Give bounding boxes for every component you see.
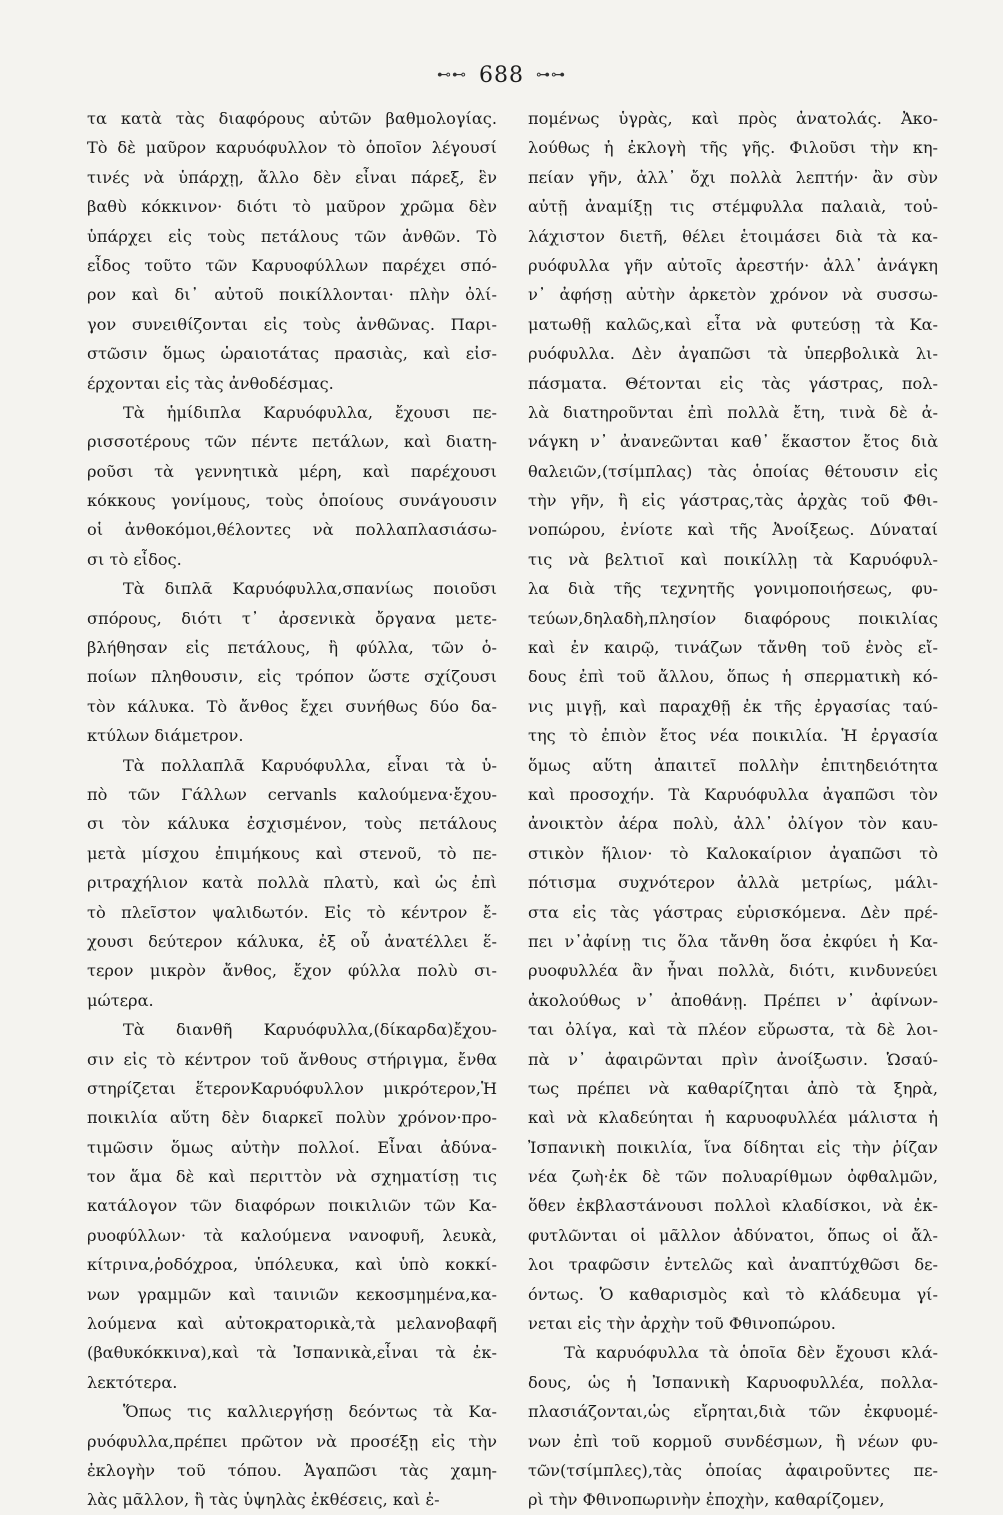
text-line: τὸ πλεῖστον ψαλιδωτόν. Εἰς τὸ κέντρον ἔ- [87, 902, 497, 922]
text-line: στα εἰς τὰς γάστρας εὑρισκόμενα. Δὲν πρέ- [528, 902, 938, 922]
text-line: καὶ νὰ κλαδεύηται ἡ καρυοφυλλέα μάλιστα ἡ [528, 1108, 938, 1128]
text-line: ροῦσι τὰ γεννητικὰ μέρη, καὶ παρέχουσι [87, 461, 497, 481]
text-line: τιμῶσιν ὅμως αὐτὴν πολλοί. Εἶναι ἀδύνα- [87, 1137, 497, 1157]
text-line: λα διὰ τῆς τεχνητῆς γονιμοποιήσεως, φυ- [528, 579, 938, 599]
text-line: δους, ὡς ἡ Ἰσπανικὴ Καρυοφυλλέα, πολλα- [528, 1372, 938, 1392]
right-column [528, 104, 938, 1515]
text-line: λοι τραφῶσιν ἐντελῶς καὶ ἀναπτύχθῶσι δε- [528, 1255, 938, 1275]
text-line: σπόρους, διότι τ᾽ ἀρσενικὰ ὄργανα μετε- [87, 608, 497, 628]
text-line: σιν εἰς τὸ κέντρον τοῦ ἄνθους στήριγμα, ἔνθα [87, 1049, 497, 1069]
text-line: ν᾽ ἀφήσῃ αὐτὴν ἀρκετὸν χρόνον νὰ συσσω- [528, 285, 938, 305]
text-line: Τὰ ἡμίδιπλα Καρυόφυλλα, ἔχουσι πε- [123, 402, 497, 422]
text-line: λὰ διατηροῦνται ἐπὶ πολλὰ ἔτη, τινὰ δὲ ἀ- [528, 402, 938, 422]
header-ornament-right: ⊶⊶ [536, 67, 566, 83]
text-line: κίτρινα,ῥοδόχροα, ὑπόλευκα, καὶ ὑπὸ κοκκί- [87, 1255, 497, 1275]
left-column [87, 104, 497, 1515]
text-line: στῶσιν ὅμως ὡραιοτάτας πρασιὰς, καὶ εἰσ- [87, 344, 497, 364]
text-line: ματωθῇ καλῶς,καὶ εἶτα νὰ φυτεύσῃ τὰ Κα- [528, 314, 938, 334]
text-line: λεκτότερα. [87, 1372, 178, 1392]
text-line: νεται εἰς τὴν ἀρχὴν τοῦ Φθινοπώρου. [528, 1314, 836, 1334]
text-line: ἀνοικτὸν ἀέρα πολὺ, ἀλλ᾽ ὀλίγον τὸν καυ- [528, 814, 938, 834]
text-line: ἀκολούθως ν᾽ ἀποθάνῃ. Πρέπει ν᾽ ἀφίνων- [528, 990, 938, 1010]
text-line: λὰς μᾶλλον, ἢ τὰς ὑψηλὰς ἐκθέσεις, καὶ ἐ- [87, 1490, 440, 1510]
text-line: στηρίζεται ἕτερονΚαρυόφυλλον μικρότερον,Ἡ [87, 1078, 497, 1098]
text-line: αὐτῇ ἀναμίξῃ τις στέμφυλλα παλαιὰ, τοὐ- [528, 197, 938, 217]
text-line: ὅθεν ἐκβλαστάνουσι πολλοὶ κλαδίσκοι, νὰ ἐκ- [528, 1196, 938, 1216]
text-line: Τὸ δὲ μαῦρον καρυόφυλλον τὸ ὁποῖον λέγουσί [87, 138, 497, 158]
text-line: ἐκλογὴν τοῦ τόπου. Ἀγαπῶσι τὰς χαμη- [87, 1460, 497, 1480]
text-line: μετὰ μίσχου ἐπιμήκους καὶ στενοῦ, τὸ πε- [87, 843, 497, 863]
text-line: τις νὰ βελτιοῖ καὶ ποικίλλῃ τὰ Καρυόφυλ- [528, 549, 938, 569]
text-line: τῶν(τσίμπλες),τὰς ὁποίας ἀφαιροῦντες πε- [528, 1460, 938, 1480]
text-line: Ὅπως τις καλλιεργήσῃ δεόντως τὰ Κα- [123, 1402, 497, 1422]
text-line: οἱ ἀνθοκόμοι,θέλοντες νὰ πολλαπλασιάσω- [87, 520, 497, 540]
text-line: της τὸ ἐπιὸν ἔτος νέα ποικιλία. Ἡ ἐργασία [528, 726, 938, 746]
text-line: τον ἅμα δὲ καὶ περιττὸν νὰ σχηματίσῃ τις [87, 1167, 497, 1187]
text-line: τα κατὰ τὰς διαφόρους αὐτῶν βαθμολογίας. [87, 109, 497, 128]
text-line: ὑπάρχει εἰς τοὺς πετάλους τῶν ἀνθῶν. Τὸ [87, 226, 497, 246]
text-line: χουσι δεύτερον κάλυκα, ἐξ οὗ ἀνατέλλει ἕ- [87, 931, 497, 951]
text-line: πὰ ν᾽ ἀφαιρῶνται πρὶν ἀνοίξωσιν. Ὡσαύ- [528, 1049, 938, 1069]
text-line: νις μιγῇ, καὶ παραχθῇ ἐκ τῆς ἐργασίας ταύ- [528, 696, 938, 716]
text-line: βλήθησαν εἰς πετάλους, ἢ φύλλα, τῶν ὁ- [87, 638, 497, 658]
text-line: κατάλογον τῶν διαφόρων ποικιλιῶν τῶν Κα- [87, 1196, 497, 1216]
text-line: ρυόφυλλα,πρέπει πρῶτον νὰ προσέξῃ εἰς τὴν [87, 1431, 497, 1451]
text-line: (βαθυκόκκινα),καὶ τὰ Ἰσπανικὰ,εἶναι τὰ ἐκ- [87, 1343, 497, 1363]
text-line: σι τὸν κάλυκα ἐσχισμένον, τοὺς πετάλους [87, 814, 497, 834]
text-line: τερον μικρὸν ἄνθος, ἔχον φύλλα πολὺ σι- [87, 961, 497, 981]
text-line: θαλειῶν,(τσίμπλας) τὰς ὁποίας θέτουσιν εἰς [528, 461, 938, 481]
text-line: πείαν γῆν, ἀλλ᾽ ὄχι πολλὰ λεπτήν· ἂν σὺν [528, 167, 938, 187]
page-header [0, 62, 1003, 88]
text-line: ριτραχήλιον κατὰ πολλὰ πλατὺ, καὶ ὡς ἐπὶ [87, 873, 497, 893]
page-number: 688 [479, 62, 524, 88]
text-line: ρὶ τὴν Φθινοπωρινὴν ἐποχὴν, καθαρίζομεν, [528, 1490, 885, 1510]
text-line: Ἰσπανικὴ ποικιλία, ἵνα δίδηται εἰς τὴν ῥίζαν [528, 1137, 938, 1157]
text-line: Τὰ διανθῆ Καρυόφυλλα,(δίκαρδα)ἔχου- [123, 1020, 497, 1040]
header-ornament-left: ⊷⊷ [437, 67, 467, 83]
text-line: ται ὀλίγα, καὶ τὰ πλέον εὔρωστα, τὰ δὲ λοι- [528, 1020, 938, 1040]
text-line: ρυοφύλλων· τὰ καλούμενα νανοφυῆ, λευκὰ, [87, 1225, 497, 1245]
text-line: πάσματα. Θέτονται εἰς τὰς γάστρας, πολ- [528, 373, 938, 393]
text-line: πει ν᾽ἀφίνῃ τις ὅλα τἄνθη ὅσα ἐκφύει ἡ Κα- [528, 931, 938, 951]
text-line: καὶ προσοχήν. Τὰ Καρυόφυλλα ἀγαπῶσι τὸν [528, 784, 938, 804]
text-line: λάχιστον διετῆ, θέλει ἑτοιμάσει διὰ τὰ κα- [528, 226, 938, 246]
text-line: καὶ ἐν καιρῷ, τινάζων τἄνθη τοῦ ἑνὸς εἴ- [528, 638, 938, 658]
text-line: μώτερα. [87, 990, 154, 1010]
text-line: ρισσοτέρους τῶν πέντε πετάλων, καὶ διατη- [87, 432, 497, 452]
text-line: τινές νὰ ὑπάρχῃ, ἄλλο δὲν εἶναι πάρεξ, ἓν [87, 167, 497, 187]
text-line: λούμενα καὶ αὐτοκρατορικὰ,τὰ μελανοβαφῆ [87, 1314, 497, 1334]
text-line: δους ἐπὶ τοῦ ἄλλου, ὅπως ἡ σπερματικὴ κό- [528, 667, 938, 687]
text-line: τὴν γῆν, ἢ εἰς γάστρας,τὰς ἀρχὰς τοῦ Φθι- [528, 491, 938, 511]
text-line: ρυόφυλλα. Δὲν ἀγαπῶσι τὰ ὑπερβολικὰ λι- [528, 344, 938, 364]
text-line: Τὰ καρυόφυλλα τὰ ὁποῖα δὲν ἔχουσι κλά- [564, 1343, 938, 1363]
text-line: ρυόφυλλα γῆν αὐτοῖς ἀρεστήν· ἀλλ᾽ ἀνάγκη [528, 255, 938, 275]
text-line: ποίων πληθουσιν, εἰς τρόπον ὥστε σχίζουσι [87, 667, 497, 687]
text-line: νων γραμμῶν καὶ ταινιῶν κεκοσμημένα,κα- [87, 1284, 497, 1304]
text-line: τεύων,δηλαδὴ,πλησίον διαφόρους ποικιλίας [528, 608, 938, 628]
text-line: νοπώρου, ἐνίοτε καὶ τῆς Ἀνοίξεως. Δύναταί [528, 520, 938, 540]
text-line: όντως. Ὁ καθαρισμὸς καὶ τὸ κλάδευμα γί- [528, 1284, 938, 1304]
text-line: ποικιλία αὕτη δὲν διαρκεῖ πολὺν χρόνον·προ- [87, 1108, 497, 1128]
text-line: στικὸν ἥλιον· τὸ Καλοκαίριον ἀγαπῶσι τὸ [528, 843, 938, 863]
text-line: νάγκη ν᾽ ἀνανεῶνται καθ᾽ ἕκαστον ἔτος διὰ [528, 432, 938, 452]
text-line: γον συνειθίζονται εἰς τοὺς ἀνθῶνας. Παρι- [87, 314, 497, 334]
text-line: κτύλων διάμετρον. [87, 726, 244, 746]
text-line: ρυοφυλλέα ἂν ἦναι πολλὰ, διότι, κινδυνεύει [528, 961, 938, 981]
text-line: τως πρέπει νὰ καθαρίζηται ἀπὸ τὰ ξηρὰ, [528, 1078, 938, 1098]
text-line: βαθὺ κόκκινον· διότι τὸ μαῦρον χρῶμα δὲν [87, 197, 497, 217]
text-line: Τὰ πολλαπλᾶ Καρυόφυλλα, εἶναι τὰ ὑ- [123, 755, 497, 775]
text-line: νων ἐπὶ τοῦ κορμοῦ συνδέσμων, ἢ νέων φυ- [528, 1431, 938, 1451]
text-line: πλασιάζονται,ὡς εἴρηται,διὰ τῶν ἐκφυομέ- [528, 1402, 938, 1422]
text-line: πὸ τῶν Γάλλων cervanls καλούμενα·ἔχου- [87, 784, 497, 804]
text-line: πότισμα συχνότερον ἀλλὰ μετρίως, μάλι- [528, 873, 938, 893]
text-line: τὸν κάλυκα. Τὸ ἄνθος ἔχει συνήθως δύο δα- [87, 696, 497, 716]
text-line: εἶδος τοῦτο τῶν Καρυοφύλλων παρέχει σπό- [87, 255, 497, 275]
text-line: φυτλῶνται οἱ μᾶλλον ἀδύνατοι, ὅπως οἱ ἄλ- [528, 1225, 938, 1245]
text-line: νέα ζωὴ·ἐκ δὲ τῶν πολυαρίθμων ὀφθαλμῶν, [528, 1167, 938, 1187]
text-line: έρχονται εἰς τὰς ἀνθοδέσμας. [87, 373, 334, 393]
text-line: σι τὸ εἶδος. [87, 549, 182, 569]
text-line: λούθως ἡ ἐκλογὴ τῆς γῆς. Φιλοῦσι τὴν κη- [528, 138, 938, 158]
text-line: Τὰ διπλᾶ Καρυόφυλλα,σπανίως ποιοῦσι [123, 579, 497, 599]
text-line: πομένως ὑγρὰς, καὶ πρὸς ἀνατολάς. Ἀκο- [528, 109, 938, 128]
text-line: ὅμως αὕτη ἀπαιτεῖ πολλὴν ἐπιτηδειότητα [528, 755, 938, 775]
text-line: ρον καὶ δι᾽ αὐτοῦ ποικίλλονται· πλὴν ὀλί- [87, 285, 497, 305]
text-line: κόκκους γονίμους, τοὺς ὁποίους συνάγουσιν [87, 491, 497, 511]
